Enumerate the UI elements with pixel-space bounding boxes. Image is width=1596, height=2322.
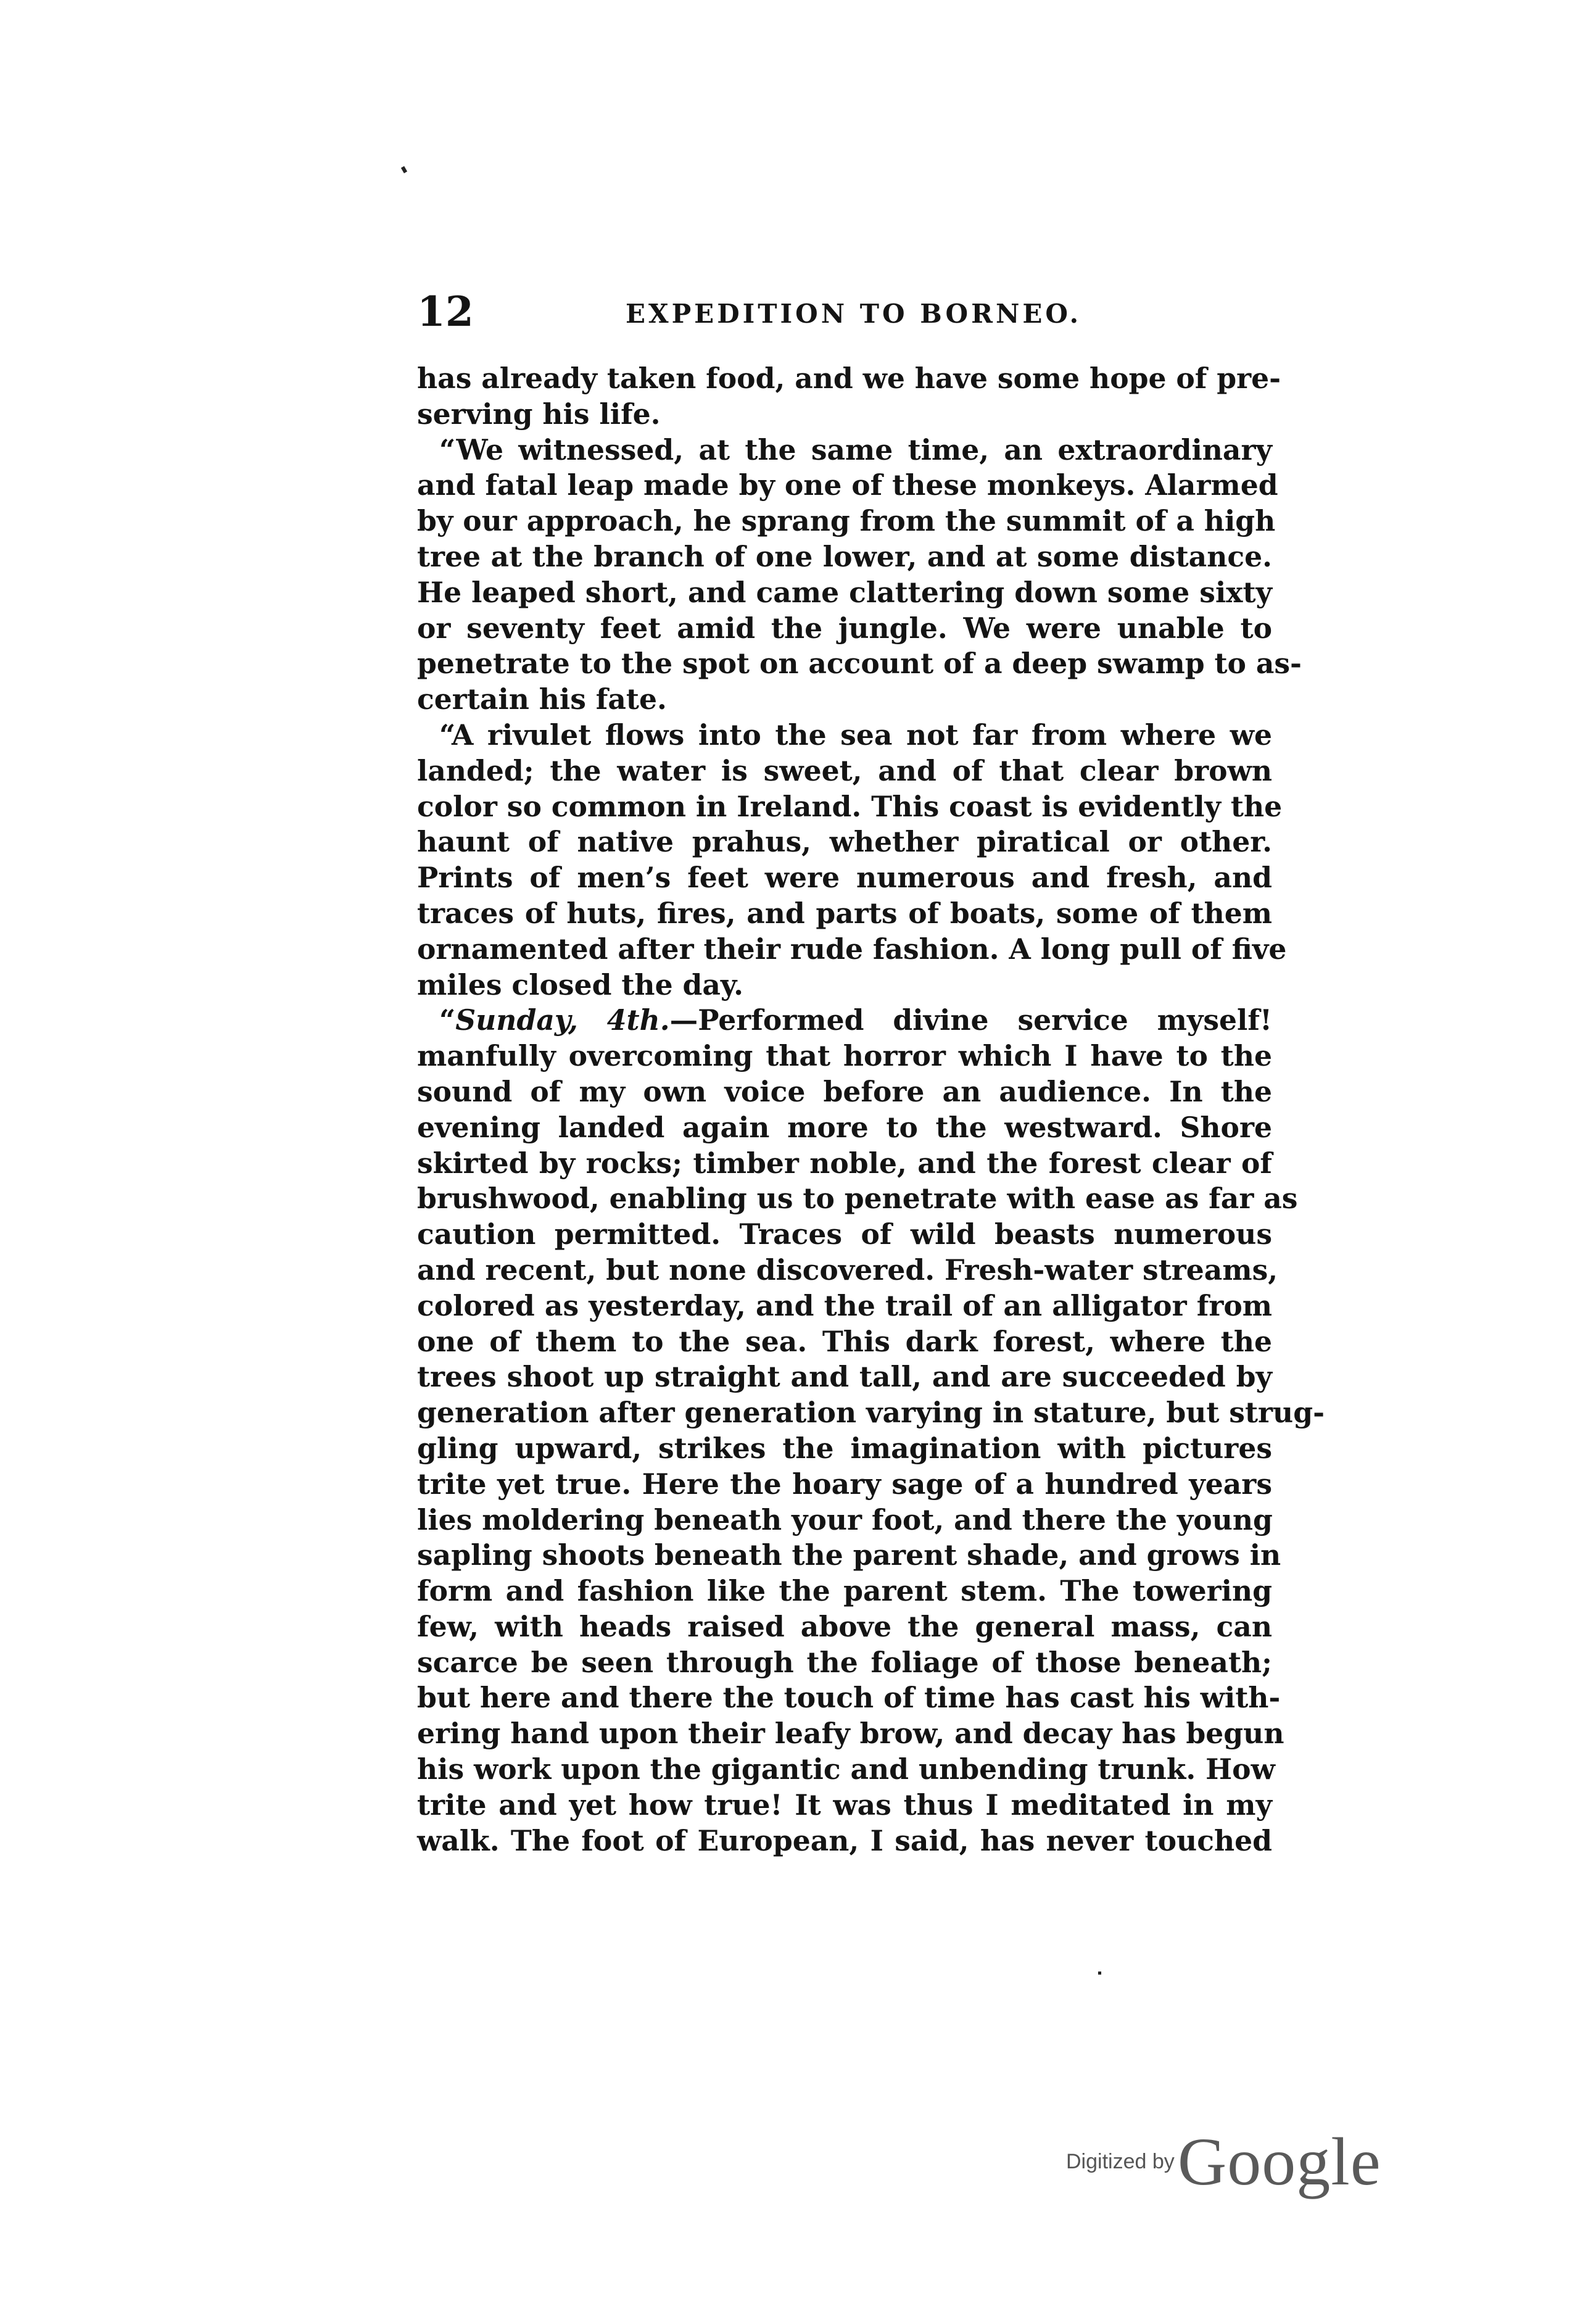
date-label: 4th. bbox=[606, 1003, 670, 1037]
text-line: “We witnessed, at the same time, an extraordinary bbox=[439, 433, 1272, 466]
running-head: EXPEDITION TO BORNEO. bbox=[626, 299, 1082, 329]
text-line: gling upward, strikes the imagination with pictures bbox=[417, 1431, 1272, 1465]
text-line-sunday bbox=[417, 1003, 1272, 1039]
text-line: has already taken food, and we have some hope of pre- bbox=[417, 362, 1281, 395]
text-line: skirted by rocks; timber noble, and the forest clear of bbox=[417, 1146, 1272, 1180]
text-line: one of them to the sea. This dark forest, where the bbox=[417, 1324, 1272, 1358]
text-line: trite and yet how true! It was thus I meditated in my bbox=[417, 1788, 1272, 1822]
text-line: trite yet true. Here the hoary sage of a hundred years bbox=[417, 1467, 1272, 1501]
page-header bbox=[417, 288, 1272, 336]
text-line: colored as yesterday, and the trail of an alligator from bbox=[417, 1288, 1272, 1322]
text-line: serving his life. bbox=[417, 397, 661, 431]
text-line: tree at the branch of one lower, and at some distance. bbox=[417, 539, 1272, 573]
text-line: Prints of men’s feet were numerous and fresh, and bbox=[417, 861, 1272, 895]
text-line: and recent, but none discovered. Fresh-water streams, bbox=[417, 1253, 1278, 1287]
page-number: 12 bbox=[417, 288, 474, 336]
text-line: ering hand upon their leafy brow, and decay has begun bbox=[417, 1717, 1284, 1751]
text-line: haunt of native prahus, whether piratical or other. bbox=[417, 825, 1272, 859]
digitized-by-label: Digitized by bbox=[1066, 2150, 1175, 2173]
text-line: traces of huts, fires, and parts of boats, some of them bbox=[417, 896, 1272, 930]
text-line: ornamented after their rude fashion. A long pull of five bbox=[417, 932, 1287, 966]
text-line: but here and there the touch of time has cast his with- bbox=[417, 1681, 1281, 1715]
text-line: trees shoot up straight and tall, and are succeeded by bbox=[417, 1360, 1272, 1394]
text-line: and fatal leap made by one of these monkeys. Alarmed bbox=[417, 468, 1278, 502]
text-line: scarce be seen through the foliage of those beneath; bbox=[417, 1645, 1272, 1679]
text-line: color so common in Ireland. This coast is evidently the bbox=[417, 789, 1283, 823]
text-line: brushwood, enabling us to penetrate with ease as far as bbox=[417, 1182, 1298, 1216]
scan-speck bbox=[401, 166, 407, 173]
google-logo: Google bbox=[1177, 2124, 1381, 2199]
text-line: or seventy feet amid the jungle. We were unable to bbox=[417, 611, 1272, 645]
text-line: generation after generation varying in stature, but strug- bbox=[417, 1396, 1325, 1430]
text-line: penetrate to the spot on account of a deep swamp to as- bbox=[417, 647, 1302, 681]
day-label: Sunday, bbox=[455, 1003, 578, 1037]
sunday-text: —Performed divine service myself! bbox=[669, 1003, 1272, 1037]
body-text bbox=[417, 361, 1325, 1859]
text-line: manfully overcoming that horror which I have to the bbox=[417, 1039, 1272, 1073]
text-line: by our approach, he sprang from the summit of a high bbox=[417, 504, 1276, 538]
text-line: his work upon the gigantic and unbending trunk. How bbox=[417, 1752, 1275, 1786]
text-line: “A rivulet flows into the sea not far from where we bbox=[439, 718, 1272, 752]
text-line: caution permitted. Traces of wild beasts numerous bbox=[417, 1217, 1272, 1251]
text-line: sapling shoots beneath the parent shade, and grows in bbox=[417, 1538, 1281, 1572]
text-line: He leaped short, and came clattering down some sixty bbox=[417, 575, 1272, 609]
text-line: walk. The foot of European, I said, has never touched bbox=[417, 1823, 1272, 1857]
scan-speck bbox=[1098, 1972, 1101, 1975]
text-line: evening landed again more to the westward. Shore bbox=[417, 1110, 1272, 1144]
text-line: miles closed the day. bbox=[417, 968, 744, 1001]
text-line: form and fashion like the parent stem. The towering bbox=[417, 1574, 1272, 1608]
text-line: landed; the water is sweet, and of that clear brown bbox=[417, 753, 1272, 787]
open-quote: “ bbox=[439, 1003, 456, 1037]
text-line: few, with heads raised above the general mass, can bbox=[417, 1609, 1272, 1643]
text-line: certain his fate. bbox=[417, 682, 667, 716]
digitized-by-google-watermark bbox=[1066, 2123, 1381, 2197]
text-line: lies moldering beneath your foot, and there the young bbox=[417, 1503, 1273, 1536]
text-line: sound of my own voice before an audience. In the bbox=[417, 1074, 1272, 1108]
